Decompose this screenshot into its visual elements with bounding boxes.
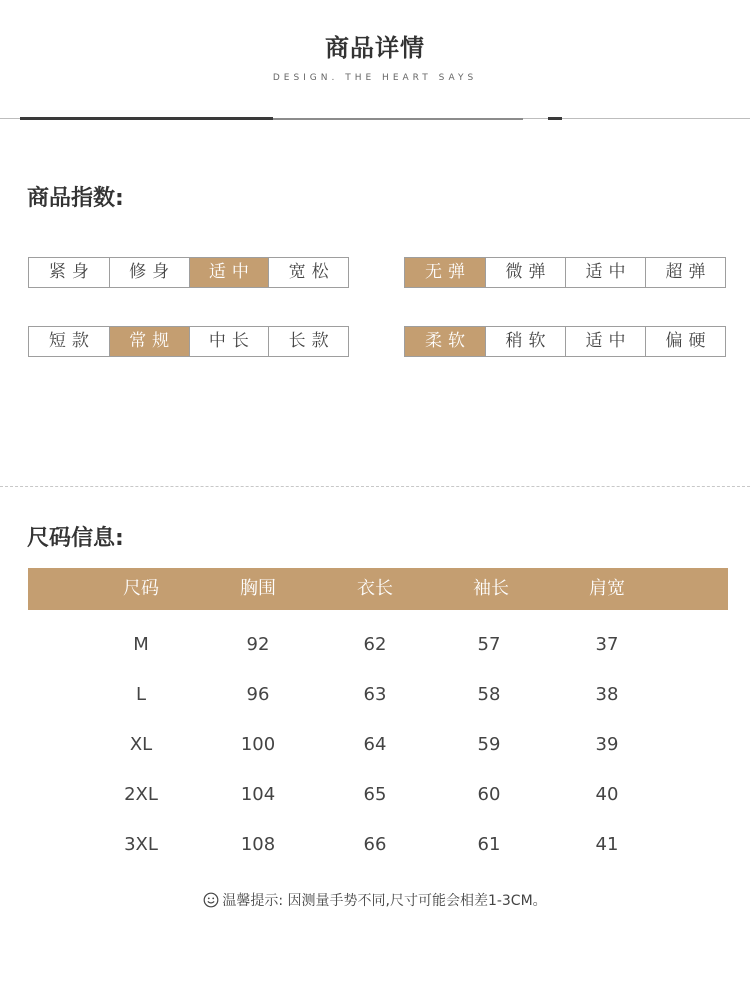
length-option: 常规 — [109, 327, 189, 356]
divider-dark-mark — [548, 117, 562, 120]
table-row — [28, 825, 728, 865]
divider-grey-segment — [273, 118, 523, 120]
cell-chest: 96 — [246, 684, 270, 705]
table-row — [28, 625, 728, 665]
length-option: 长款 — [268, 327, 348, 356]
cell-shoulder: 40 — [595, 784, 619, 805]
cell-length: 63 — [363, 684, 387, 705]
index-section-title: 商品指数: — [27, 186, 124, 211]
fit-index-group — [28, 257, 349, 288]
elasticity-option: 无弹 — [405, 258, 485, 287]
cell-length: 62 — [363, 634, 387, 655]
cell-sleeve: 58 — [477, 684, 501, 705]
cell-size: M — [133, 634, 149, 655]
cell-sleeve: 61 — [477, 834, 501, 855]
column-header-length: 衣长 — [357, 578, 393, 599]
cell-shoulder: 37 — [595, 634, 619, 655]
softness-index-group — [404, 326, 726, 357]
column-header-chest: 胸围 — [240, 578, 276, 599]
fit-option: 修身 — [109, 258, 189, 287]
cell-chest: 100 — [240, 734, 276, 755]
fit-option: 宽松 — [268, 258, 348, 287]
size-section-title: 尺码信息: — [27, 526, 124, 551]
cell-chest: 108 — [240, 834, 276, 855]
length-index-group — [28, 326, 349, 357]
cell-sleeve: 60 — [477, 784, 501, 805]
cell-chest: 92 — [246, 634, 270, 655]
table-row — [28, 775, 728, 815]
cell-size: 2XL — [124, 784, 158, 805]
cell-shoulder: 41 — [595, 834, 619, 855]
softness-option: 偏硬 — [645, 327, 725, 356]
table-row — [28, 725, 728, 765]
softness-option: 适中 — [565, 327, 645, 356]
cell-sleeve: 57 — [477, 634, 501, 655]
cell-size: XL — [129, 734, 153, 755]
cell-shoulder: 39 — [595, 734, 619, 755]
divider-dark-segment — [20, 117, 273, 120]
cell-length: 64 — [363, 734, 387, 755]
cell-sleeve: 59 — [477, 734, 501, 755]
length-option: 中长 — [189, 327, 269, 356]
page-title: 商品详情 — [325, 34, 425, 62]
elasticity-option: 微弹 — [485, 258, 565, 287]
cell-length: 65 — [363, 784, 387, 805]
smiley-icon — [203, 892, 219, 908]
measurement-tip — [0, 890, 750, 910]
fit-option: 适中 — [189, 258, 269, 287]
table-row — [28, 675, 728, 715]
elasticity-option: 适中 — [565, 258, 645, 287]
cell-size: L — [135, 684, 147, 705]
section-divider — [0, 486, 750, 487]
tip-text: 温馨提示: 因测量手势不同,尺寸可能会相差1-3CM。 — [222, 893, 547, 909]
softness-option: 稍软 — [485, 327, 565, 356]
page-subtitle: DESIGN. THE HEART SAYS — [272, 73, 478, 83]
cell-shoulder: 38 — [595, 684, 619, 705]
column-header-size: 尺码 — [123, 578, 159, 599]
elasticity-option: 超弹 — [645, 258, 725, 287]
column-header-shoulder: 肩宽 — [589, 578, 625, 599]
column-header-sleeve: 袖长 — [473, 578, 509, 599]
length-option: 短款 — [48, 331, 95, 351]
softness-option: 柔软 — [405, 327, 485, 356]
cell-size: 3XL — [124, 834, 158, 855]
elasticity-index-group — [404, 257, 726, 288]
cell-length: 66 — [363, 834, 387, 855]
size-table-header — [28, 568, 728, 610]
cell-chest: 104 — [240, 784, 276, 805]
fit-option: 紧身 — [48, 262, 95, 282]
